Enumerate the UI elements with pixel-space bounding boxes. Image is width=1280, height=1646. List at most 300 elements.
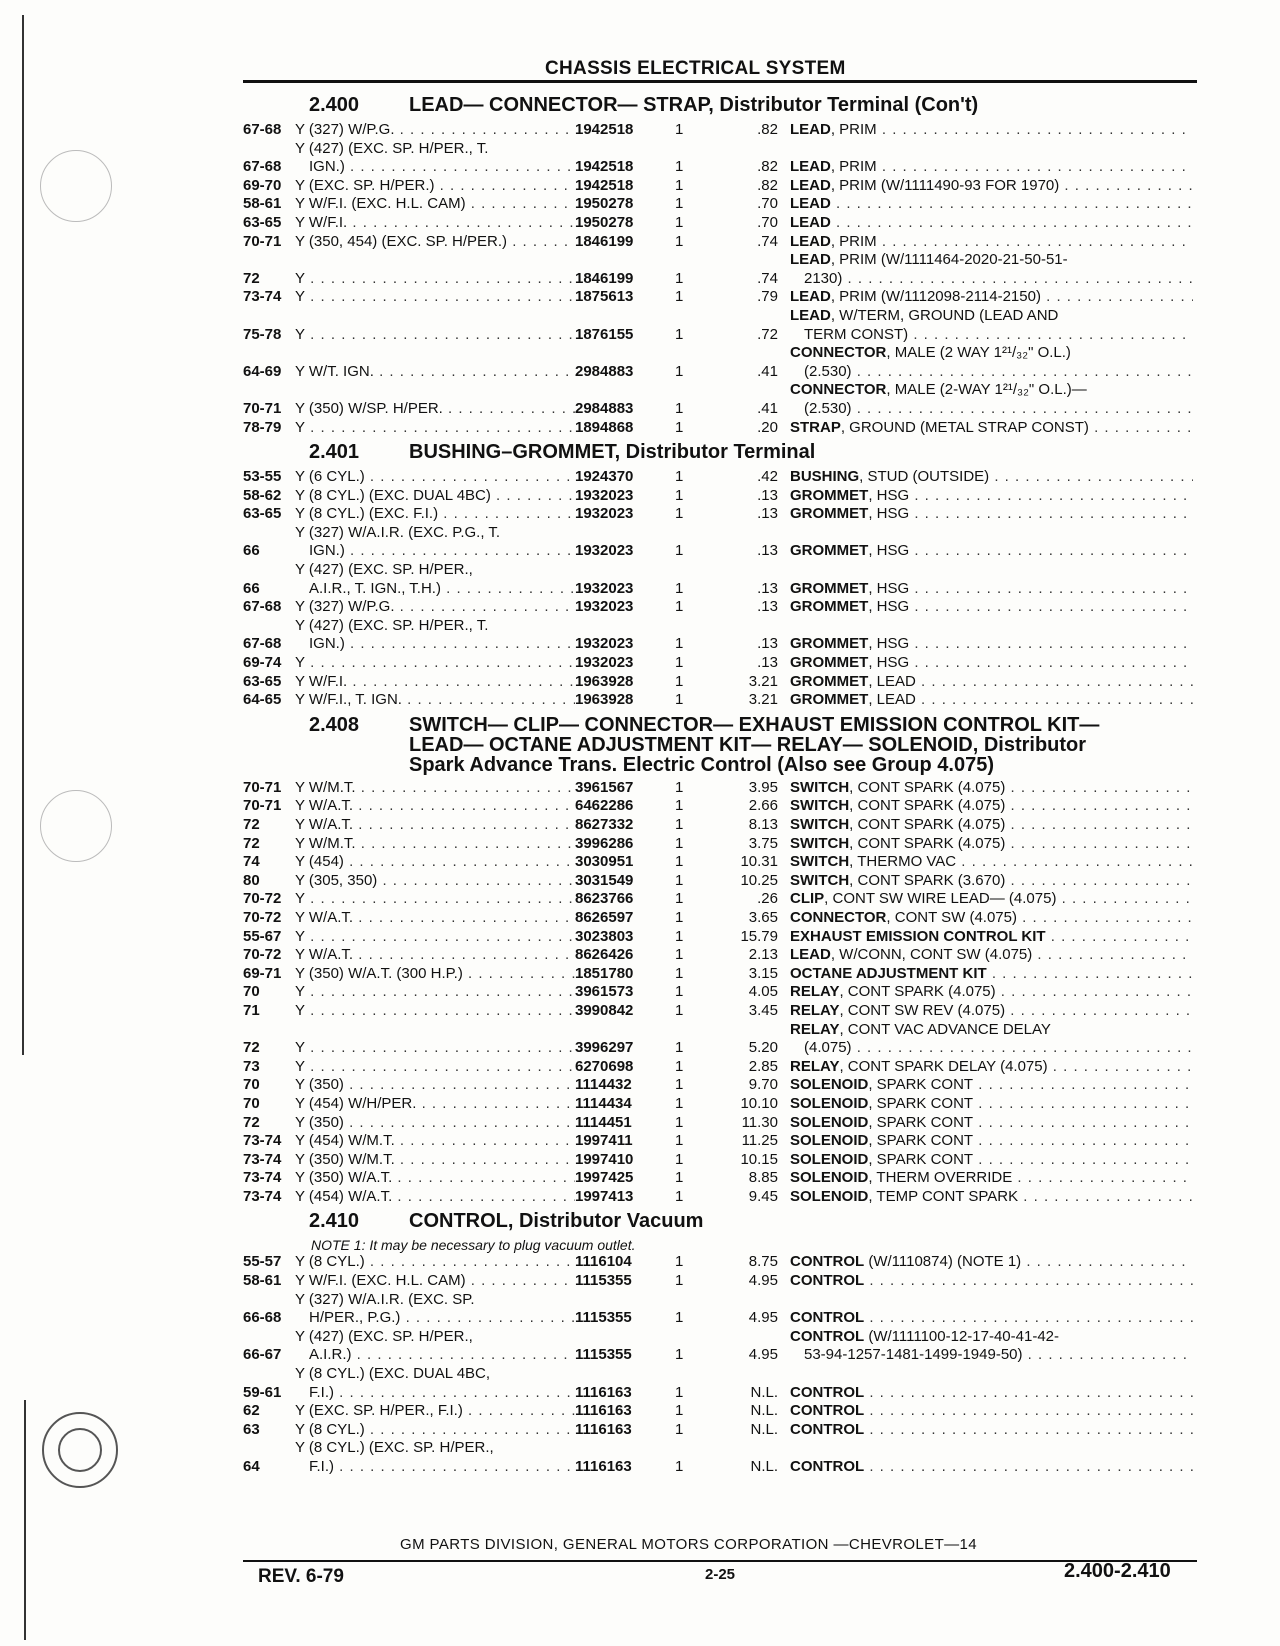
section-heading bbox=[243, 441, 1193, 464]
part-number: 3996286 bbox=[575, 834, 634, 852]
description bbox=[790, 691, 1193, 710]
description-line: GROMMET, HSG . . . bbox=[790, 505, 1193, 524]
quantity: 1 bbox=[675, 542, 684, 560]
description-line: SWITCH, CONT SPARK (4.075) . . . bbox=[790, 816, 1193, 835]
model-year: 73-74 bbox=[243, 1187, 282, 1205]
table-row bbox=[243, 983, 1193, 1002]
application-line: Y (454) W/A.T. . . . bbox=[295, 1188, 575, 1207]
footer-rule bbox=[243, 1560, 1197, 1562]
description-line: LEAD, PRIM . . . bbox=[790, 233, 1193, 252]
application-line: Y . . . bbox=[295, 419, 575, 438]
part-number: 6462286 bbox=[575, 797, 634, 815]
quantity: 1 bbox=[675, 797, 684, 815]
application-line: Y (EXC. SP. H/PER.) . . . bbox=[295, 177, 575, 196]
quantity: 1 bbox=[675, 834, 684, 852]
quantity: 1 bbox=[675, 816, 684, 833]
description bbox=[790, 909, 1193, 928]
item-name: GROMMET bbox=[790, 598, 869, 616]
table-row bbox=[243, 288, 1193, 307]
application-line: Y (8 CYL.) (EXC. DUAL 4BC) . . . bbox=[295, 487, 575, 506]
model-year: 73 bbox=[243, 1057, 260, 1075]
description-line: SWITCH, CONT SPARK (4.075) . . . bbox=[790, 835, 1193, 854]
price: 10.10 bbox=[740, 1094, 778, 1112]
part-number: 3031549 bbox=[575, 871, 634, 889]
price: 5.20 bbox=[748, 1039, 778, 1057]
table-row bbox=[243, 1188, 1193, 1207]
application-line: Y . . . bbox=[295, 1039, 575, 1058]
quantity: 1 bbox=[675, 1346, 684, 1364]
description bbox=[790, 1272, 1193, 1291]
section-title-line: CONTROL, Distributor Vacuum bbox=[409, 1210, 704, 1233]
application bbox=[295, 1114, 575, 1133]
application-line: Y W/F.I. (EXC. H.L. CAM) . . . bbox=[295, 195, 575, 214]
part-number: 3996297 bbox=[575, 1039, 634, 1057]
description bbox=[790, 233, 1193, 252]
part-number: 1997410 bbox=[575, 1150, 634, 1168]
part-number: 8623766 bbox=[575, 890, 634, 908]
section-title-line: LEAD— OCTANE ADJUSTMENT KIT— RELAY— SOLENOID, Distributor bbox=[409, 733, 1087, 756]
section-title-line: Spark Advance Trans. Electric Control (Also see Group 4.075) bbox=[409, 753, 995, 776]
item-name: LEAD bbox=[790, 176, 831, 194]
description-line bbox=[790, 1272, 1193, 1291]
model-year: 72 bbox=[243, 1113, 260, 1131]
item-name: SOLENOID bbox=[790, 1169, 869, 1187]
price: 10.31 bbox=[740, 853, 778, 871]
description-line: SOLENOID, SPARK CONT . . . bbox=[790, 1151, 1193, 1170]
application bbox=[295, 505, 575, 524]
application bbox=[295, 326, 575, 345]
description bbox=[790, 214, 1193, 233]
model-year: 66-67 bbox=[243, 1346, 282, 1364]
application-line: Y (350) W/A.T. . . . bbox=[295, 1169, 575, 1188]
description bbox=[790, 928, 1193, 947]
description bbox=[790, 542, 1193, 561]
application-line: Y (8 CYL.) (EXC. F.I.) . . . bbox=[295, 505, 575, 524]
description-line: 2130) . . . bbox=[790, 270, 1193, 289]
price: .41 bbox=[757, 362, 778, 380]
model-year: 69-71 bbox=[243, 964, 282, 982]
description bbox=[790, 598, 1193, 617]
table-row bbox=[243, 598, 1193, 617]
item-name: CONTROL bbox=[790, 1383, 865, 1401]
application-line: Y . . . bbox=[295, 1058, 575, 1077]
application-line: Y (8 CYL.) (EXC. SP. H/PER., bbox=[295, 1439, 494, 1457]
price: 15.79 bbox=[740, 927, 778, 945]
description-line: CONNECTOR, MALE (2-WAY 1²¹/₃₂" O.L.)— bbox=[790, 381, 1087, 399]
quantity: 1 bbox=[675, 654, 684, 672]
left-edge-line bbox=[22, 15, 24, 1055]
quantity: 1 bbox=[675, 362, 684, 380]
price: .70 bbox=[757, 195, 778, 213]
part-number: 1875613 bbox=[575, 288, 634, 306]
model-year: 63-65 bbox=[243, 213, 282, 231]
table-row bbox=[243, 1365, 1193, 1402]
part-number: 1115355 bbox=[575, 1309, 632, 1327]
model-year: 70 bbox=[243, 1076, 260, 1094]
application bbox=[295, 177, 575, 196]
description bbox=[790, 1151, 1193, 1170]
application-line: Y W/F.I. . . . bbox=[295, 673, 575, 692]
description-line: CLIP, CONT SW WIRE LEAD— (4.075) . . . bbox=[790, 890, 1193, 909]
header-rule bbox=[243, 80, 1197, 83]
table-row bbox=[243, 524, 1193, 561]
description-line: GROMMET, HSG . . . bbox=[790, 542, 1193, 561]
item-name: RELAY bbox=[790, 1020, 840, 1038]
description bbox=[790, 1095, 1193, 1114]
model-year: 58-61 bbox=[243, 1272, 282, 1290]
description bbox=[790, 307, 1193, 344]
section-number: 2.410 bbox=[309, 1210, 360, 1233]
item-name: SWITCH bbox=[790, 778, 850, 796]
model-year: 63 bbox=[243, 1420, 260, 1438]
description-line: SOLENOID, THERM OVERRIDE . . . bbox=[790, 1169, 1193, 1188]
part-number: 1846199 bbox=[575, 232, 634, 250]
description-line: GROMMET, HSG . . . bbox=[790, 487, 1193, 506]
item-name: LEAD bbox=[790, 251, 831, 269]
table-row bbox=[243, 909, 1193, 928]
part-number: 1114434 bbox=[575, 1094, 632, 1112]
description bbox=[790, 1253, 1193, 1272]
description-line: SOLENOID, TEMP CONT SPARK . . . bbox=[790, 1188, 1193, 1207]
quantity: 1 bbox=[675, 1094, 684, 1112]
part-number: 1894868 bbox=[575, 418, 634, 436]
application bbox=[295, 835, 575, 854]
application-line: Y (327) W/A.I.R. (EXC. P.G., T. bbox=[295, 523, 501, 541]
application bbox=[295, 928, 575, 947]
model-year: 72 bbox=[243, 834, 260, 852]
model-year: 66 bbox=[243, 542, 260, 560]
price: 8.85 bbox=[748, 1169, 778, 1187]
part-number: 1997413 bbox=[575, 1187, 634, 1205]
description-line bbox=[790, 928, 1193, 947]
description-line: CONNECTOR, MALE (2 WAY 1²¹/₃₂" O.L.) bbox=[790, 344, 1071, 362]
application-line: Y (6 CYL.) . . . bbox=[295, 468, 575, 487]
quantity: 1 bbox=[675, 983, 684, 1001]
application-line: Y (350) W/A.T. (300 H.P.) . . . bbox=[295, 965, 575, 984]
price: 3.45 bbox=[748, 1001, 778, 1019]
description bbox=[790, 344, 1193, 381]
price: 11.30 bbox=[741, 1113, 778, 1131]
price: N.L. bbox=[750, 1402, 778, 1420]
section-title-line: LEAD— CONNECTOR— STRAP, Distributor Terminal (Con't) bbox=[409, 94, 979, 116]
application bbox=[295, 1039, 575, 1058]
application-line: Y (327) W/P.G. . . . bbox=[295, 598, 575, 617]
model-year: 70-71 bbox=[243, 778, 282, 796]
table-row bbox=[243, 835, 1193, 854]
table-row bbox=[243, 381, 1193, 418]
application-line: Y . . . bbox=[295, 326, 575, 345]
model-year: 69-74 bbox=[243, 654, 282, 672]
price: .13 bbox=[757, 598, 778, 616]
section-2-400 bbox=[243, 94, 1193, 437]
item-name: SOLENOID bbox=[790, 1076, 869, 1094]
item-name: CONTROL bbox=[790, 1402, 865, 1420]
part-number: 1932023 bbox=[575, 635, 634, 653]
description-line: SOLENOID, SPARK CONT . . . bbox=[790, 1114, 1193, 1133]
description-line: GROMMET, HSG . . . bbox=[790, 580, 1193, 599]
description-line: SWITCH, CONT SPARK (4.075) . . . bbox=[790, 797, 1193, 816]
model-year: 64-69 bbox=[243, 362, 282, 380]
part-number: 1116163 bbox=[575, 1383, 632, 1401]
table-row bbox=[243, 1272, 1193, 1291]
description bbox=[790, 816, 1193, 835]
quantity: 1 bbox=[675, 505, 684, 523]
price: 2.13 bbox=[748, 946, 778, 964]
section-heading bbox=[243, 94, 1193, 117]
description bbox=[790, 1114, 1193, 1133]
part-number: 1924370 bbox=[575, 468, 634, 486]
quantity: 1 bbox=[675, 288, 684, 306]
part-number: 1997411 bbox=[575, 1132, 633, 1150]
page-number: 2-25 bbox=[705, 1566, 736, 1583]
item-name: LEAD bbox=[790, 158, 831, 176]
part-number: 1997425 bbox=[575, 1169, 634, 1187]
description bbox=[790, 505, 1193, 524]
table-row bbox=[243, 1114, 1193, 1133]
price: .13 bbox=[757, 579, 778, 597]
part-number: 1950278 bbox=[575, 195, 634, 213]
description bbox=[790, 1058, 1193, 1077]
description-line: LEAD, PRIM . . . bbox=[790, 158, 1193, 177]
description-line: LEAD, PRIM (W/1112098-2114-2150) . . . bbox=[790, 288, 1193, 307]
application bbox=[295, 1058, 575, 1077]
item-name: SWITCH bbox=[790, 871, 850, 889]
application bbox=[295, 561, 575, 598]
item-name: LEAD bbox=[790, 232, 831, 250]
description-line: (4.075) . . . bbox=[790, 1039, 1193, 1058]
application bbox=[295, 872, 575, 891]
quantity: 1 bbox=[675, 964, 684, 982]
item-name: LEAD bbox=[790, 946, 831, 964]
price: .13 bbox=[757, 635, 778, 653]
model-year: 59-61 bbox=[243, 1383, 282, 1401]
application-line: Y (454) W/M.T. . . . bbox=[295, 1132, 575, 1151]
description-line bbox=[790, 1384, 1193, 1403]
quantity: 1 bbox=[675, 908, 684, 926]
quantity: 1 bbox=[675, 1113, 684, 1131]
quantity: 1 bbox=[675, 1132, 684, 1150]
application bbox=[295, 487, 575, 506]
quantity: 1 bbox=[675, 890, 684, 908]
description-line: CONTROL (W/1111100-12-17-40-41-42- bbox=[790, 1327, 1059, 1345]
part-number: 1932023 bbox=[575, 505, 634, 523]
price: .70 bbox=[757, 213, 778, 231]
table-row bbox=[243, 505, 1193, 524]
table-row bbox=[243, 307, 1193, 344]
price: .41 bbox=[757, 399, 778, 417]
item-name: RELAY bbox=[790, 1057, 840, 1075]
item-name: SWITCH bbox=[790, 834, 850, 852]
application bbox=[295, 1365, 575, 1402]
description bbox=[790, 797, 1193, 816]
description-line: LEAD, PRIM (W/1111464-2020-21-50-51- bbox=[790, 251, 1068, 269]
application-line: Y (8 CYL.) . . . bbox=[295, 1253, 575, 1272]
table-row bbox=[243, 797, 1193, 816]
description bbox=[790, 853, 1193, 872]
description-line: CONNECTOR, CONT SW (4.075) . . . bbox=[790, 909, 1193, 928]
item-name: CONTROL bbox=[790, 1458, 865, 1475]
quantity: 1 bbox=[675, 1076, 684, 1094]
table-row bbox=[243, 654, 1193, 673]
application-line: Y (327) W/P.G. . . . bbox=[295, 121, 575, 140]
part-number: 1932023 bbox=[575, 579, 634, 597]
quantity: 1 bbox=[675, 176, 684, 194]
model-year: 72 bbox=[243, 269, 260, 287]
part-number: 1115355 bbox=[575, 1346, 632, 1364]
description-line bbox=[790, 1421, 1193, 1440]
item-name: CONNECTOR bbox=[790, 381, 887, 399]
model-year: 62 bbox=[243, 1402, 260, 1420]
application bbox=[295, 946, 575, 965]
description bbox=[790, 468, 1193, 487]
item-name: LEAD bbox=[790, 306, 831, 324]
quantity: 1 bbox=[675, 579, 684, 597]
description-line: (2.530) . . . bbox=[790, 363, 1193, 382]
price: .82 bbox=[757, 176, 778, 194]
application-line: Y (350) W/M.T. . . . bbox=[295, 1151, 575, 1170]
application bbox=[295, 797, 575, 816]
description-line bbox=[790, 1458, 1193, 1477]
model-year: 78-79 bbox=[243, 418, 282, 436]
price: .13 bbox=[757, 542, 778, 560]
section-2-401 bbox=[243, 441, 1193, 710]
application-line: Y . . . bbox=[295, 890, 575, 909]
description-line: LEAD, W/CONN, CONT SW (4.075) . . . bbox=[790, 946, 1193, 965]
quantity: 1 bbox=[675, 418, 684, 436]
section-number: 2.400 bbox=[309, 94, 360, 116]
part-number: 1116163 bbox=[575, 1402, 632, 1420]
price: 2.66 bbox=[748, 797, 778, 815]
table-row bbox=[243, 1132, 1193, 1151]
quantity: 1 bbox=[675, 1253, 684, 1271]
price: .13 bbox=[757, 486, 778, 504]
application-line: F.I.) . . . bbox=[295, 1384, 575, 1403]
item-name: GROMMET bbox=[790, 486, 869, 504]
application bbox=[295, 909, 575, 928]
price: .74 bbox=[757, 269, 778, 287]
item-name: OCTANE ADJUSTMENT KIT bbox=[790, 964, 987, 982]
model-year: 64 bbox=[243, 1458, 260, 1475]
model-year: 70 bbox=[243, 1094, 260, 1112]
application-line: Y W/F.I. . . . bbox=[295, 214, 575, 233]
application bbox=[295, 673, 575, 692]
part-number: 1963928 bbox=[575, 691, 634, 709]
section-heading bbox=[243, 714, 1193, 775]
description bbox=[790, 1002, 1193, 1021]
description-line: GROMMET, LEAD . . . bbox=[790, 673, 1193, 692]
price: 9.45 bbox=[748, 1187, 778, 1205]
description bbox=[790, 1421, 1193, 1440]
application bbox=[295, 1002, 575, 1021]
quantity: 1 bbox=[675, 399, 684, 417]
model-year: 55-67 bbox=[243, 927, 282, 945]
application bbox=[295, 233, 575, 252]
quantity: 1 bbox=[675, 158, 684, 176]
section-title-line: SWITCH— CLIP— CONNECTOR— EXHAUST EMISSION CONTROL KIT— bbox=[409, 713, 1100, 736]
table-row bbox=[243, 673, 1193, 692]
application-line: Y (427) (EXC. SP. H/PER., bbox=[295, 561, 473, 579]
description-line: (2.530) . . . bbox=[790, 400, 1193, 419]
quantity: 1 bbox=[675, 1150, 684, 1168]
application-line: Y W/F.I. (EXC. H.L. CAM) . . . bbox=[295, 1272, 575, 1291]
application bbox=[295, 1169, 575, 1188]
section-title-line: BUSHING–GROMMET, Distributor Terminal bbox=[409, 441, 816, 464]
model-year: 55-57 bbox=[243, 1253, 282, 1271]
application-line: Y W/M.T. . . . bbox=[295, 835, 575, 854]
item-name: GROMMET bbox=[790, 542, 869, 560]
part-number: 2984883 bbox=[575, 399, 634, 417]
item-name: RELAY bbox=[790, 1001, 840, 1019]
item-name: EXHAUST EMISSION CONTROL KIT bbox=[790, 927, 1046, 945]
description bbox=[790, 1076, 1193, 1095]
price: 8.13 bbox=[748, 816, 778, 833]
price: 3.75 bbox=[748, 834, 778, 852]
table-row bbox=[243, 928, 1193, 947]
price: 3.15 bbox=[748, 964, 778, 982]
application bbox=[295, 654, 575, 673]
description-line: CONTROL (W/1110874) (NOTE 1) . . . bbox=[790, 1253, 1193, 1272]
application-line: Y . . . bbox=[295, 288, 575, 307]
application bbox=[295, 1076, 575, 1095]
model-year: 75-78 bbox=[243, 325, 282, 343]
description-line: SWITCH, CONT SPARK (3.670) . . . bbox=[790, 872, 1193, 891]
description bbox=[790, 835, 1193, 854]
item-name: GROMMET bbox=[790, 691, 869, 709]
quantity: 1 bbox=[675, 1169, 684, 1187]
section-range: 2.400-2.410 bbox=[1064, 1560, 1171, 1582]
model-year: 70-71 bbox=[243, 399, 282, 417]
application-line: Y (350) W/SP. H/PER. . . . bbox=[295, 400, 575, 419]
description-line bbox=[790, 214, 1193, 233]
application bbox=[295, 1439, 575, 1476]
description bbox=[790, 890, 1193, 909]
model-year: 73-74 bbox=[243, 1150, 282, 1168]
model-year: 58-62 bbox=[243, 486, 282, 504]
application-line: Y (454) W/H/PER. . . . bbox=[295, 1095, 575, 1114]
table-row bbox=[243, 1253, 1193, 1272]
table-row bbox=[243, 1421, 1193, 1440]
description bbox=[790, 381, 1193, 418]
item-name: LEAD bbox=[790, 195, 831, 213]
item-name: CLIP bbox=[790, 890, 825, 908]
quantity: 1 bbox=[675, 213, 684, 231]
table-row bbox=[243, 779, 1193, 798]
description-line: SOLENOID, SPARK CONT . . . bbox=[790, 1132, 1193, 1151]
part-number: 3990842 bbox=[575, 1001, 634, 1019]
application bbox=[295, 270, 575, 289]
model-year: 64-65 bbox=[243, 691, 282, 709]
price: .13 bbox=[757, 505, 778, 523]
part-number: 3961573 bbox=[575, 983, 634, 1001]
application-line: Y W/A.T. . . . bbox=[295, 797, 575, 816]
table-row bbox=[243, 1402, 1193, 1421]
price: 3.21 bbox=[748, 672, 778, 690]
item-name: SOLENOID bbox=[790, 1187, 869, 1205]
part-number: 1846199 bbox=[575, 269, 634, 287]
item-name: CONTROL bbox=[790, 1309, 865, 1327]
item-name: CONNECTOR bbox=[790, 908, 887, 926]
quantity: 1 bbox=[675, 325, 684, 343]
application-line: Y . . . bbox=[295, 983, 575, 1002]
price: N.L. bbox=[750, 1458, 778, 1475]
item-name: CONTROL bbox=[790, 1253, 865, 1271]
application bbox=[295, 617, 575, 654]
table-row bbox=[243, 251, 1193, 288]
part-number: 1851780 bbox=[575, 964, 634, 982]
model-year: 63-65 bbox=[243, 505, 282, 523]
application-line: Y . . . bbox=[295, 654, 575, 673]
application-line: Y W/F.I., T. IGN. . . . bbox=[295, 691, 575, 710]
